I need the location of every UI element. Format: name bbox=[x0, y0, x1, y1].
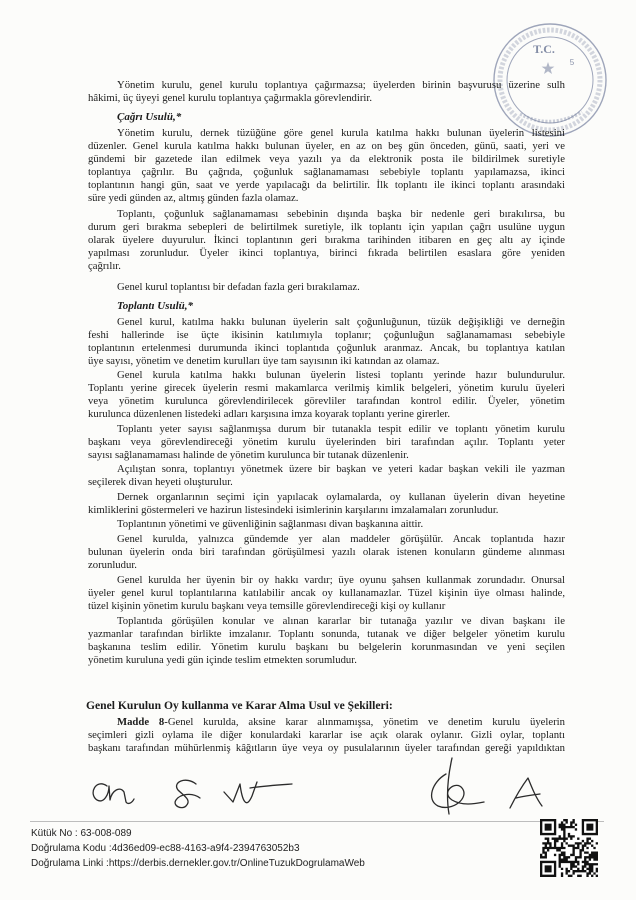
verification-link-label: Doğrulama Linki : bbox=[31, 858, 109, 869]
stamp-number: 5 bbox=[569, 58, 575, 67]
text-line: yapılması zorunludur. Üyeler ikinci toplantıya, birinci fıkrada belirtilen esaslara göre yeniden bbox=[88, 247, 565, 259]
verification-link bbox=[31, 856, 365, 871]
text-line: toplantının hangi gün, saat ve yerde yapılacağı da belirtilir. İlk toplantı ile ikinci toplantı arasındaki bbox=[88, 179, 565, 191]
qr-code-icon[interactable] bbox=[540, 819, 598, 877]
signature bbox=[224, 782, 292, 803]
text-line: yönetim kuruluna yedi gün içinde teslim etmekten sorumludur. bbox=[88, 654, 357, 666]
article-number: Madde 8- bbox=[117, 716, 168, 728]
text-line: feshi hallerinde ise üçte ikisinin katılımıyla toplanır; çoğunluğun sağlanamaması sebebiyle bbox=[88, 329, 565, 341]
text-line: veya yönetim kurulunca görevlendirilecek görevliler tarafından kontrol edilir. Üyeler, yönetim bbox=[88, 395, 565, 407]
text-line: süre yedi günden az, altmış günden fazla olamaz. bbox=[88, 192, 299, 204]
signatures bbox=[0, 752, 636, 818]
verification-code-label: Doğrulama Kodu : bbox=[31, 843, 112, 854]
registry-label: Kütük No : bbox=[31, 828, 81, 839]
bylaw-text bbox=[88, 79, 565, 755]
text-line: seçimleri gizli oylama ile diğer konulardaki kararlar ise açık olarak oylanır. Gizli oylar, toplantı bbox=[88, 729, 565, 741]
paragraph bbox=[88, 281, 565, 294]
signature bbox=[510, 778, 542, 808]
footer-divider bbox=[30, 821, 604, 822]
text-line: Dernek organlarının seçimi için yapılacak oylamalarda, oy kullanan üyelerin divan heyetine bbox=[117, 491, 565, 503]
text-line: Genel kurul, katılma hakkı bulunan üyelerin salt çoğunluğunun, tüzük değişikliği ve derneğin bbox=[117, 316, 565, 328]
text-line: Toplantı yerine girecek üyelerin resmi makamlarca verilmiş kimlik belgeleri, yönetim kurulu üyeleri bbox=[88, 382, 565, 394]
registry-number bbox=[31, 826, 365, 841]
text-line: Genel kurula katılma hakkı bulunan üyelerin listesi toplantı yerinde hazır bulundurulur. bbox=[117, 369, 565, 381]
paragraph bbox=[88, 716, 565, 755]
text-line: bulunan üyelerin onda biri tarafından görüşülmesi yazılı olarak istenen konuların gündeme alınması bbox=[88, 546, 565, 558]
paragraph bbox=[88, 127, 565, 205]
paragraph bbox=[88, 423, 565, 462]
stamp-header: T.C. bbox=[533, 42, 555, 56]
paragraph bbox=[88, 79, 565, 105]
text-line: Genel kurulda her üyenin bir oy hakkı vardır; üye oyunu şahsen kullanmak zorundadır. Onursal bbox=[117, 574, 565, 586]
text-line: Genel kurul toplantısı bir defadan fazla geri bırakılamaz. bbox=[117, 281, 360, 293]
section-heading: Toplantı Usulü,* bbox=[117, 300, 194, 312]
text-line: tüzel kişinin yönetim kurulu başkanı veya temsille görevlendireceği kişi oy kullanır bbox=[88, 600, 446, 612]
paragraph bbox=[88, 316, 565, 368]
text-line: başkanı veya görevlendireceği yönetim kurulu üyelerinden biri tarafından açılır. Toplantı yeter bbox=[88, 436, 565, 448]
verification-code-value: 4d36ed09-ec88-4163-a9f4-2394763052b3 bbox=[111, 843, 300, 854]
text-line: düzenler. Genel kurula katılma hakkı bulunan üyeler, en az on beş gün önceden, günü, saati, yeri ve bbox=[88, 140, 565, 152]
paragraph bbox=[88, 518, 565, 531]
paragraph bbox=[88, 615, 565, 667]
text-line: sayısı sağlanamaması halinde de yönetim kurulunca bir tutanak düzenlenir. bbox=[88, 449, 409, 461]
text-line: kurulunca düzenlenen listedeki adları karşısına imza koyarak toplantı yerine girerler. bbox=[88, 408, 451, 420]
text-line: toplantının ertelenmesi durumunda ikinci toplantıda çoğunluk aranmaz. Ancak, bu toplantıya katılan bbox=[88, 342, 565, 354]
signature bbox=[432, 758, 484, 814]
section-heading: Genel Kurulun Oy kullanma ve Karar Alma Usul ve Şekilleri: bbox=[86, 699, 393, 712]
text-line: Toplantının yönetimi ve güvenliğinin sağlanması divan başkanına aittir. bbox=[117, 518, 424, 530]
text-line: Toplantı yeter sayısı sağlanmışsa durum bir tutanakla tespit edilir ve toplantı yönetim kurulu bbox=[117, 423, 565, 435]
verification-footer bbox=[31, 826, 365, 871]
paragraph bbox=[88, 463, 565, 489]
text-line: başkanına teslim edilir. Yönetim kurulu başkanı bu belgelerin korunmasından ve yeni seçilen bbox=[88, 641, 565, 653]
text-line: başkanı tarafından mühürlenmiş kâğıtların üye veya oy pusulalarının üyeler tarafından gereği yapıldıktan bbox=[88, 742, 565, 754]
text-line: kimliklerini göstermeleri ve hazirun listesindeki isimlerinin karşılarını imzalamaları zorunludur. bbox=[88, 504, 499, 516]
verification-code bbox=[31, 841, 365, 856]
text-line: Yönetim kurulu, genel kurulu toplantıya çağırmazsa; üyelerden birinin başvurusu üzerine sulh bbox=[117, 79, 565, 91]
paragraph bbox=[88, 369, 565, 421]
text-line: zorunludur. bbox=[88, 559, 137, 571]
text-line: Toplantıda görüşülen konular ve alınan kararlar bir tutanağa yazılır ve divan başkanı ile bbox=[117, 615, 565, 627]
text-line: Toplantı, çoğunluk sağlanamaması sebebinin dışında başka bir nedenle geri bırakılırsa, bu bbox=[117, 208, 565, 220]
registry-value: 63-008-089 bbox=[80, 828, 132, 839]
verification-link-url[interactable]: https://derbis.dernekler.gov.tr/OnlineTuzukDogrulamaWeb bbox=[108, 858, 365, 869]
text-line: gündemi bir gazetede ilan edilmek veya yazılı ya da elektronik posta ile bildirilmek suretiyle bbox=[88, 153, 565, 165]
paragraph bbox=[88, 208, 565, 273]
text-line: yazmanlar tarafından birlikte imzalanır. Toplantı sonunda, tutanak ve diğer belgeler yönetim kurulu bbox=[88, 628, 565, 640]
stamp-star-icon bbox=[542, 62, 555, 74]
text-line: Yönetim kurulu, dernek tüzüğüne göre genel kurula katılma hakkı bulunan üyelerin listesini bbox=[117, 127, 565, 139]
text-line: Genel kurulda, yalnızca gündemde yer alan maddeler görüşülür. Ancak toplantıda hazır bbox=[117, 533, 565, 545]
paragraph bbox=[88, 533, 565, 572]
paragraph bbox=[88, 574, 565, 613]
article-text: Genel kurulda, aksine karar alınmamışsa, yönetim ve denetim kurulu üyelerin bbox=[167, 716, 565, 728]
text-line: toplantıya çağrılır. Bu çağrıda, çoğunluk sağlanamaması sebebiyle toplantı yapılamazsa, ikinci bbox=[88, 166, 565, 178]
signature bbox=[93, 784, 134, 804]
text-line: seçilerek divan heyeti oluşturulur. bbox=[88, 476, 233, 488]
text-line: olarak üyelere duyurulur. İkinci toplantının geri bırakma tarihinden itibaren en geç altı ay içinde bbox=[88, 234, 565, 246]
text-line: Açılıştan sonra, toplantıyı yönetmek üzere bir başkan ve yeteri kadar başkan vekili ile yazman bbox=[117, 463, 565, 475]
signature bbox=[175, 780, 200, 807]
text-line bbox=[88, 716, 565, 729]
text-line: çağrılır. bbox=[88, 260, 121, 272]
text-line: durum geri bırakma sebepleri de belirtilmek suretiyle, ilk toplantı için yapılan çağrı usulüne uygun bbox=[88, 221, 565, 233]
paragraph bbox=[88, 491, 565, 517]
text-line: üye sayısı, yönetim ve denetim kurulları üye tam sayısının iki katından az olamaz. bbox=[88, 355, 440, 367]
text-line: üyeler genel kurul toplantılarına katılabilir ancak oy kullanamazlar. Tüzel kişinin üye olması halinde, bbox=[88, 587, 565, 599]
section-heading: Çağrı Usulü,* bbox=[117, 111, 182, 123]
text-line: hâkimi, üç üyeyi genel kurulu toplantıya çağırmakla görevlendirir. bbox=[88, 92, 373, 104]
